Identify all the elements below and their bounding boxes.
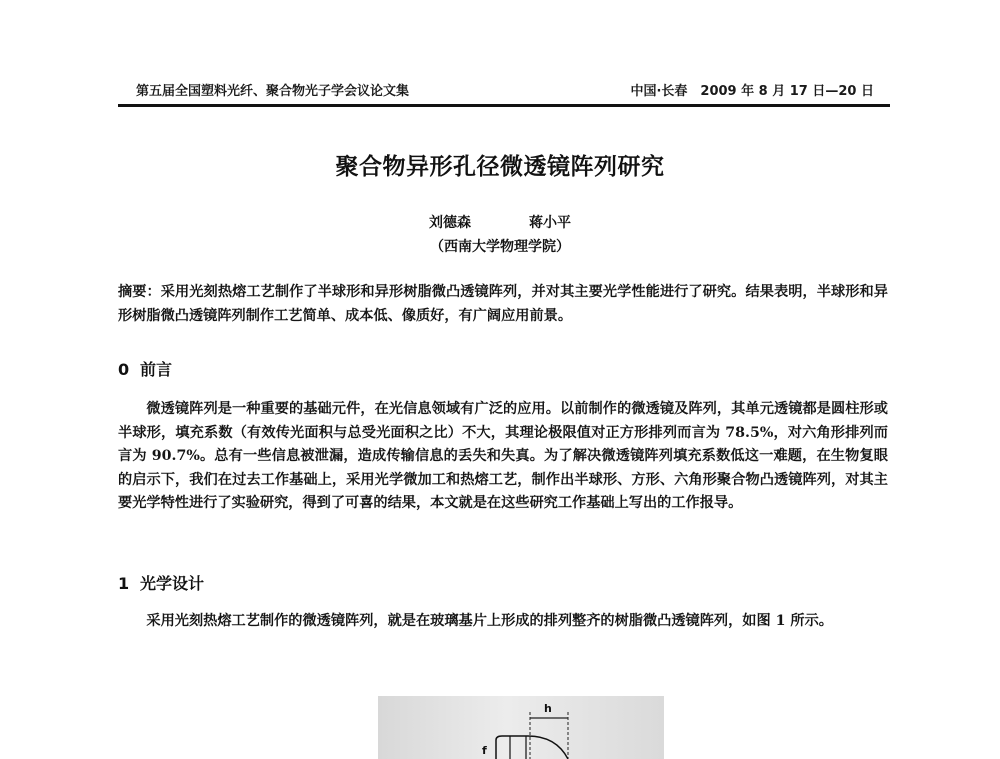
section-title: 光学设计 <box>140 574 205 593</box>
paper-title: 聚合物异形孔径微透镜阵列研究 <box>335 154 665 180</box>
lens-profile-outline <box>496 736 568 759</box>
abstract-label: 摘要： <box>118 284 161 300</box>
introduction-paragraph: 微透镜阵列是一种重要的基础元件，在光信息领域有广泛的应用。以前制作的微透镜及阵列，其单元透镜都是圆柱形或半球形，填充系数（有效传光面积与总受光面积之比）不大，其理论极限值对正方形排列而言为 78.5%，对六角形排列而言为 90.7%。总有一些信息被泄漏，造成传输信息的丢失和失真。为了解决微透镜阵列填充系数低这一难题，在生物复眼的启示下，我们在过去工作基础上，采用光学微加工和热熔工艺，制作出半球形、方形、六角形聚合物凸透镜阵列，对其主要光学特性进行了实验研究，得到了可喜的结果，本文就是在这些研究工作基础上写出的工作报导。 <box>118 401 888 511</box>
optical-design-paragraph: 采用光刻热熔工艺制作的微透镜阵列，就是在玻璃基片上形成的排列整齐的树脂微凸透镜阵列，如图 1 所示。 <box>146 613 833 629</box>
section-title: 前言 <box>140 360 173 379</box>
abstract <box>118 281 888 328</box>
author-list <box>0 212 1000 232</box>
abstract-text: 采用光刻热熔工艺制作了半球形和异形树脂微凸透镜阵列，并对其主要光学性能进行了研究。结果表明，半球形和异形树脂微凸透镜阵列制作工艺简单、成本低、像质好，有广阔应用前景。 <box>118 284 888 324</box>
section-heading-optical-design <box>118 571 204 594</box>
header-rule <box>118 104 890 107</box>
author-affiliation: （西南大学物理学院） <box>430 239 570 255</box>
conference-name: 第五届全国塑料光纤、聚合物光子学会议论文集 <box>136 84 410 99</box>
label-h: h <box>544 702 552 715</box>
figure-1-microlens-diagram <box>378 696 664 759</box>
conference-place-date: 中国·长春 2009 年 8 月 17 日—20 日 <box>630 84 874 99</box>
author-name: 蒋小平 <box>529 215 571 231</box>
author-name: 刘德森 <box>429 215 471 231</box>
section-number: 1 <box>118 574 130 593</box>
label-f: f <box>482 744 487 757</box>
section-heading-introduction <box>118 357 172 380</box>
section-number: 0 <box>118 360 130 379</box>
microlens-profile-drawing <box>378 696 664 759</box>
